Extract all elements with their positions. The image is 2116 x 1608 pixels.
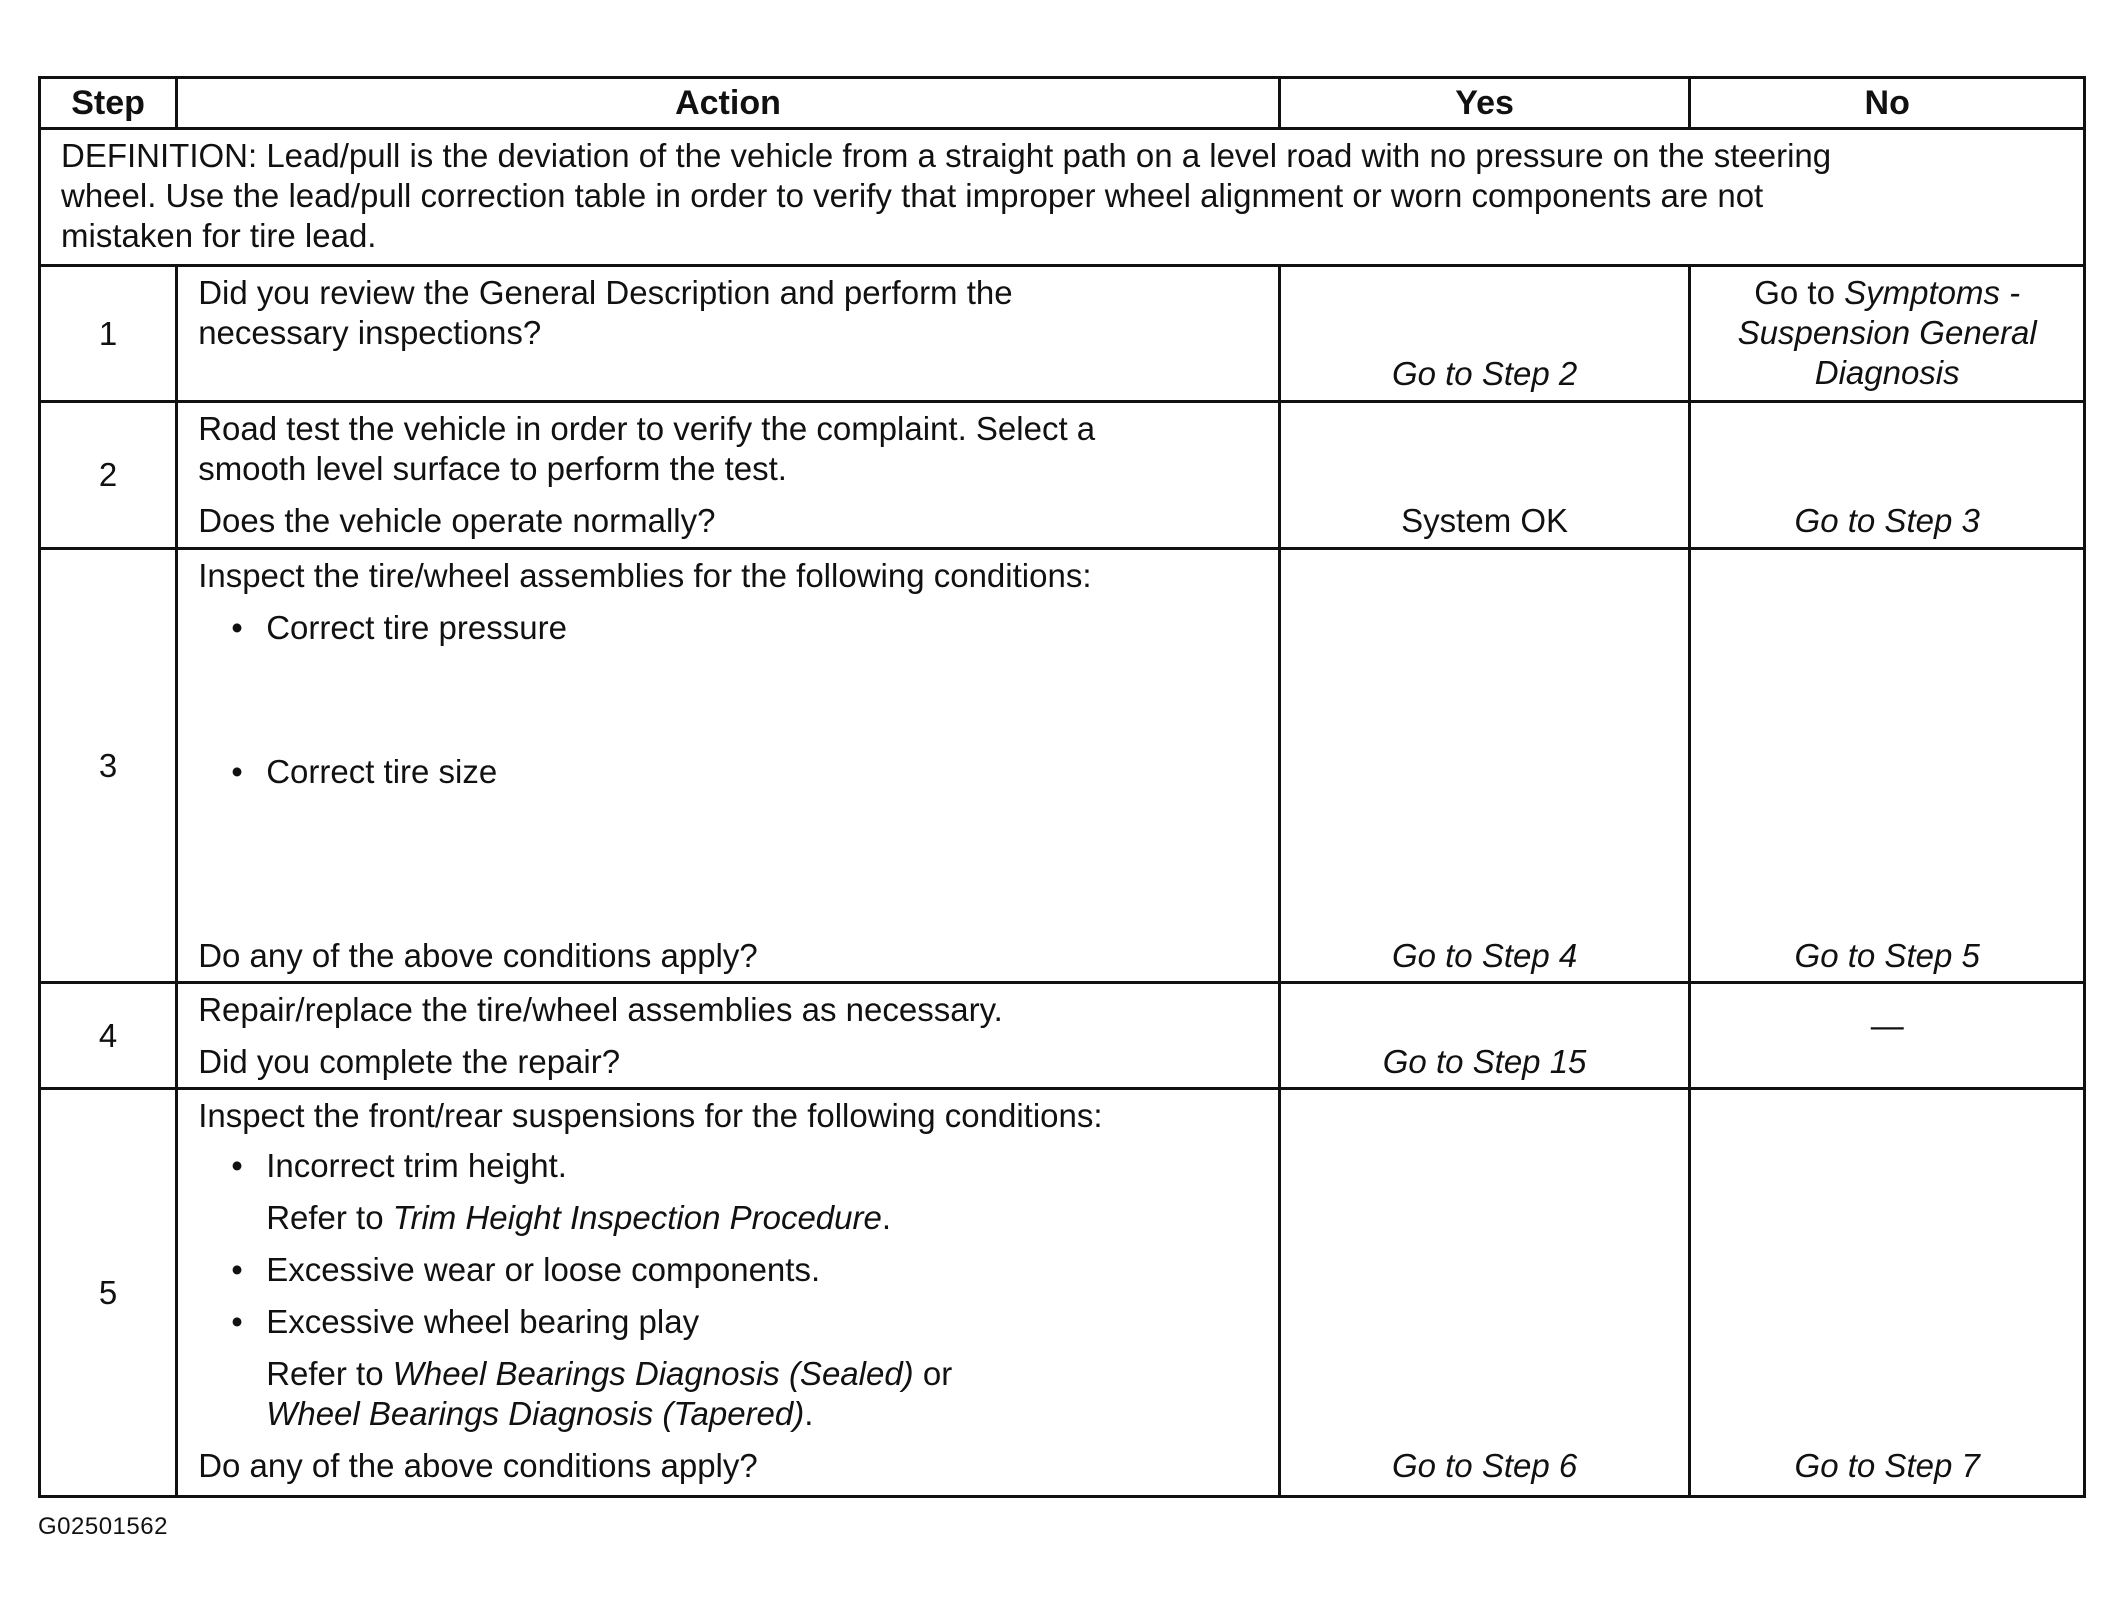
- action-line: Did you review the General Description and perform the: [198, 274, 1013, 311]
- no-link[interactable]: Go to Step 7: [1794, 1447, 1980, 1484]
- definition-cell: [40, 129, 2085, 266]
- action-question: Do any of the above conditions apply?: [198, 937, 758, 974]
- step-number: 2: [40, 402, 177, 549]
- definition-line-1: DEFINITION: Lead/pull is the deviation of the vehicle from a straight path on a level road with no pressure on the steering: [61, 137, 1832, 174]
- action-cell: [177, 402, 1280, 549]
- bullet-text: Excessive wheel bearing play: [266, 1303, 700, 1340]
- step-row-1: [40, 266, 2085, 402]
- header-no: No: [1690, 78, 2085, 129]
- no-cell: [1690, 266, 2085, 402]
- yes-link[interactable]: Go to Step 6: [1391, 1447, 1578, 1484]
- action-question: Do any of the above conditions apply?: [198, 1447, 758, 1484]
- header-yes: Yes: [1279, 78, 1690, 129]
- definition-row: [40, 129, 2085, 266]
- no-link-line[interactable]: [1691, 273, 2083, 313]
- diagnostic-table: [38, 76, 2086, 1498]
- yes-cell: [1279, 402, 1690, 549]
- header-action: Action: [177, 78, 1280, 129]
- bullet-item: [231, 608, 567, 648]
- reference-line: [266, 1198, 891, 1238]
- bullet-text: Incorrect trim height.: [266, 1147, 567, 1184]
- action-line: Repair/replace the tire/wheel assemblies as necessary.: [198, 991, 1003, 1028]
- no-cell: [1690, 549, 2085, 983]
- yes-cell: [1279, 983, 1690, 1089]
- step-row-2: [40, 402, 2085, 549]
- reference-mid: or: [913, 1355, 953, 1392]
- action-question: Did you complete the repair?: [198, 1043, 621, 1080]
- step-number: 3: [40, 549, 177, 983]
- action-cell: [177, 1089, 1280, 1497]
- action-line: Road test the vehicle in order to verify the complaint. Select a: [198, 410, 1096, 447]
- figure-id: G02501562: [38, 1513, 168, 1540]
- definition-line-2: wheel. Use the lead/pull correction table in order to verify that improper wheel alignment or worn components are not: [61, 177, 1764, 214]
- header-step: Step: [40, 78, 177, 129]
- reference-suffix: .: [881, 1199, 892, 1236]
- yes-cell: [1279, 1089, 1690, 1497]
- bullet-icon: •: [231, 1303, 243, 1340]
- no-prefix: Go to: [1754, 274, 1845, 311]
- bullet-item: [231, 1250, 820, 1290]
- reference-link-sealed[interactable]: Wheel Bearings Diagnosis (Sealed): [392, 1355, 914, 1392]
- reference-line: [266, 1354, 952, 1394]
- bullet-item: [231, 752, 497, 792]
- action-cell: [177, 266, 1280, 402]
- no-link[interactable]: Go to Step 5: [1794, 937, 1980, 974]
- action-line: smooth level surface to perform the test.: [198, 450, 787, 487]
- bullet-item: [231, 1302, 699, 1342]
- yes-cell: [1279, 549, 1690, 983]
- step-number: 4: [40, 983, 177, 1089]
- reference-suffix: .: [804, 1395, 814, 1432]
- bullet-icon: •: [231, 609, 243, 646]
- no-link[interactable]: Go to Step 3: [1794, 502, 1980, 539]
- reference-link-trim-height[interactable]: Trim Height Inspection Procedure: [392, 1199, 882, 1236]
- bullet-icon: •: [231, 1147, 243, 1184]
- no-cell: [1690, 1089, 2085, 1497]
- yes-result: System OK: [1401, 502, 1569, 539]
- yes-link[interactable]: Go to Step 4: [1391, 937, 1578, 974]
- yes-cell: [1279, 266, 1690, 402]
- reference-link-tapered[interactable]: Wheel Bearings Diagnosis (Tapered): [266, 1395, 805, 1432]
- no-cell: [1690, 983, 2085, 1089]
- step-number: 1: [40, 266, 177, 402]
- no-link-line[interactable]: Suspension General: [1737, 314, 2037, 351]
- step-number: 5: [40, 1089, 177, 1497]
- yes-link[interactable]: Go to Step 15: [1382, 1043, 1587, 1080]
- header-row: [40, 78, 2085, 129]
- definition-line-3: mistaken for tire lead.: [61, 217, 377, 254]
- bullet-item: [231, 1146, 567, 1186]
- action-intro: Inspect the front/rear suspensions for the following conditions:: [198, 1097, 1103, 1134]
- bullet-icon: •: [231, 1251, 243, 1288]
- yes-link[interactable]: Go to Step 2: [1391, 355, 1578, 392]
- no-dash: —: [1870, 1007, 1904, 1044]
- action-cell: [177, 983, 1280, 1089]
- no-cell: [1690, 402, 2085, 549]
- bullet-text: Correct tire size: [266, 753, 498, 790]
- step-row-4: [40, 983, 2085, 1089]
- reference-prefix: Refer to: [266, 1199, 393, 1236]
- reference-prefix: Refer to: [266, 1355, 393, 1392]
- bullet-text: Correct tire pressure: [266, 609, 567, 646]
- action-line: necessary inspections?: [198, 314, 542, 351]
- no-link-text[interactable]: Symptoms -: [1844, 274, 2021, 311]
- no-link-line[interactable]: Diagnosis: [1814, 354, 1960, 391]
- step-row-5: [40, 1089, 2085, 1497]
- action-question: Does the vehicle operate normally?: [198, 502, 716, 539]
- bullet-text: Excessive wear or loose components.: [266, 1251, 821, 1288]
- reference-line: [266, 1394, 813, 1434]
- step-row-3: [40, 549, 2085, 983]
- action-intro: Inspect the tire/wheel assemblies for the following conditions:: [198, 557, 1092, 594]
- bullet-icon: •: [231, 753, 243, 790]
- action-cell: [177, 549, 1280, 983]
